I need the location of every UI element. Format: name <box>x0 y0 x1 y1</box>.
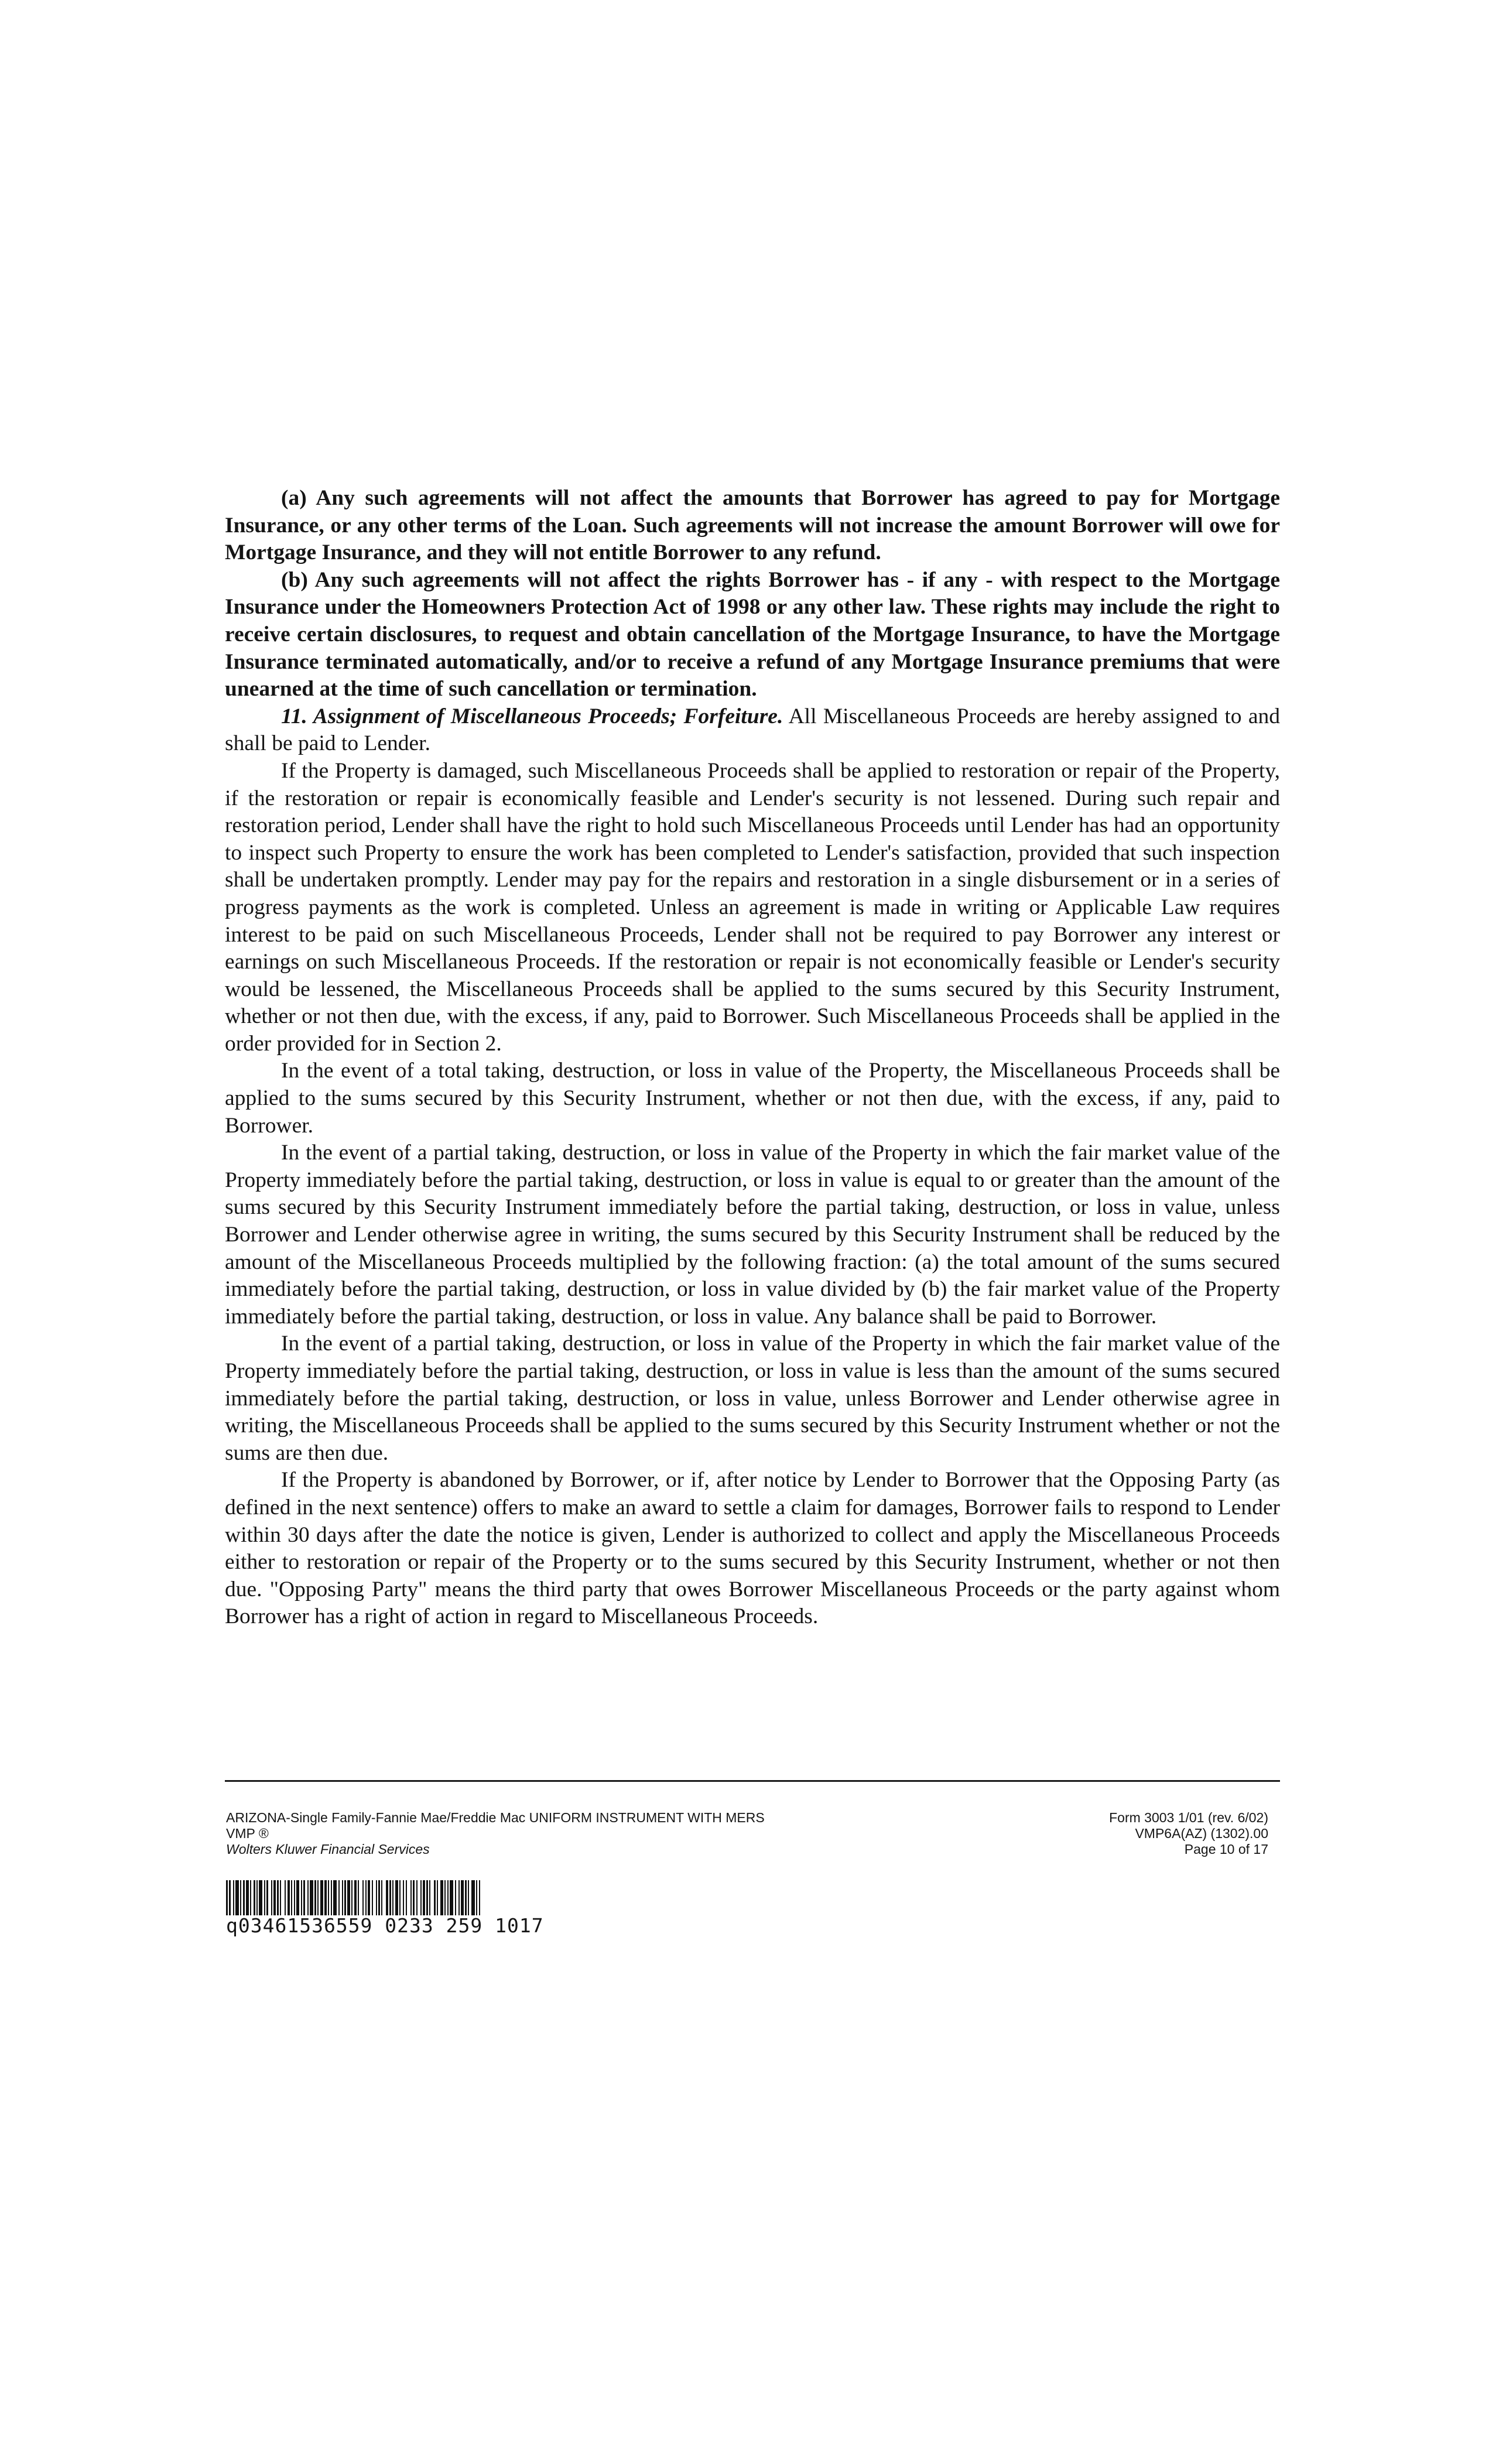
barcode-bar <box>333 1880 337 1915</box>
barcode-bar <box>266 1880 268 1915</box>
barcode-bar <box>410 1880 412 1915</box>
barcode-bar <box>403 1880 404 1915</box>
vmp-mark: VMP ® <box>226 1826 269 1841</box>
footer-right <box>1042 1810 1268 1857</box>
paragraph-section-11 <box>225 703 1280 758</box>
footer-left <box>226 1810 765 1857</box>
barcode-bar <box>406 1880 407 1915</box>
barcode-bar <box>471 1880 475 1915</box>
barcode-bar <box>365 1880 367 1915</box>
barcode-bar <box>376 1880 377 1915</box>
section-11-text: All Miscellaneous Proceeds are hereby assigned to and shall be paid to Lender. <box>225 704 1281 756</box>
barcode-bar <box>450 1880 453 1915</box>
form-number: Form 3003 1/01 (rev. 6/02) <box>1109 1810 1268 1825</box>
barcode-bar <box>351 1880 352 1915</box>
barcode-bar <box>285 1880 286 1915</box>
barcode-bar <box>368 1880 370 1915</box>
barcode-bar <box>277 1880 279 1915</box>
barcode-bar <box>423 1880 425 1915</box>
form-title: ARIZONA-Single Family-Fannie Mae/Freddie Mac UNIFORM INSTRUMENT WITH MERS <box>226 1810 765 1825</box>
barcode-bar <box>338 1880 340 1915</box>
barcode-bar <box>328 1880 329 1915</box>
barcode-bar <box>479 1880 480 1915</box>
barcode-bar <box>372 1880 373 1915</box>
barcode-bar <box>455 1880 456 1915</box>
paragraph-partial-taking-less: In the event of a partial taking, destruction, or loss in value of the Property in which the fair market value of the Property immediately before the partial taking, destruction, or loss in value is less than the amount of the sums secured immediately before the partial taking, destruction, or loss in value, unless Borrower and Lender otherwise agree in writing, the Miscellaneous Proceeds shall be applied to the sums secured by this Security Instrument whether or not the sums are then due. <box>225 1332 1280 1465</box>
barcode-bar <box>243 1880 245 1915</box>
barcode-bar <box>240 1880 241 1915</box>
barcode-bar <box>465 1880 467 1915</box>
barcode-bar <box>416 1880 417 1915</box>
barcode-bar <box>358 1880 359 1915</box>
barcode-bar <box>386 1880 388 1915</box>
barcode-bar <box>324 1880 327 1915</box>
barcode-bar <box>381 1880 382 1915</box>
section-11-heading: 11. Assignment of Miscellaneous Proceeds; Forfeiture. <box>281 704 783 728</box>
barcode-bar <box>256 1880 258 1915</box>
barcode-bar <box>291 1880 292 1915</box>
barcode-bar <box>440 1880 443 1915</box>
barcode-bar <box>288 1880 290 1915</box>
barcode-bar <box>229 1880 231 1915</box>
barcode-bar <box>378 1880 380 1915</box>
barcode-bar <box>271 1880 272 1915</box>
barcode-bar <box>310 1880 313 1915</box>
barcode-bar <box>420 1880 422 1915</box>
barcode-bar <box>437 1880 438 1915</box>
publisher-name: Wolters Kluwer Financial Services <box>226 1842 430 1857</box>
barcode-bar <box>362 1880 364 1915</box>
barcode-bar <box>314 1880 316 1915</box>
barcode-bar <box>233 1880 234 1915</box>
paragraph-partial-taking-greater: In the event of a partial taking, destruction, or loss in value of the Property in which the fair market value of the Property immediately before the partial taking, destruction, or loss in value is equal to or greater than the amount of the sums secured by this Security Instrument immediately before the partial taking, destruction, or loss in value, unless Borrower and Lender otherwise agree in writing, the sums secured by this Security Instrument shall be reduced by the amount of the Miscellaneous Proceeds multiplied by the following fraction: (a) the total amount of the sums secured immediately before the partial taking, destruction, or loss in value divided by (b) the fair market value of the Property immediately before the partial taking, destruction, or loss in value. Any balance shall be paid to Borrower. <box>225 1141 1280 1329</box>
barcode-bar <box>476 1880 477 1915</box>
barcode-bar <box>458 1880 460 1915</box>
barcode-bar <box>259 1880 262 1915</box>
barcode-bar <box>317 1880 319 1915</box>
barcode-bar <box>294 1880 295 1915</box>
barcode-bar <box>434 1880 436 1915</box>
barcode-bar <box>389 1880 391 1915</box>
barcode-bar <box>226 1880 228 1915</box>
barcode-bar <box>413 1880 415 1915</box>
barcode-bar <box>280 1880 281 1915</box>
barcode-bar <box>447 1880 449 1915</box>
barcode-bar <box>331 1880 332 1915</box>
barcode-bar <box>429 1880 430 1915</box>
barcode-bar <box>395 1880 398 1915</box>
barcode-bar <box>461 1880 464 1915</box>
paragraph-property-damaged: If the Property is damaged, such Miscellaneous Proceeds shall be applied to restoration or repair of the Property, if the restoration or repair is economically feasible and Lender's security is not lessened. During such repair and restoration period, Lender shall have the right to hold such Miscellaneous Proceeds until Lender has had an opportunity to inspect such Property to ensure the work has been completed to Lender's satisfaction, provided that such inspection shall be undertaken promptly. Lender may pay for the repairs and restoration in a single disbursement or in a series of progress payments as the work is completed. Unless an agreement is made in writing or Applicable Law requires interest to be paid on such Miscellaneous Proceeds, Lender shall not be required to pay Borrower any interest or earnings on such Miscellaneous Proceeds. If the restoration or repair is not economically feasible or Lender's security would be lessened, the Miscellaneous Proceeds shall be applied to the sums secured by this Security Instrument, whether or not then due, with the excess, if any, paid to Borrower. Such Miscellaneous Proceeds shall be applied in the order provided for in Section 2. <box>225 758 1280 1056</box>
barcode-bar <box>250 1880 251 1915</box>
form-code: VMP6A(AZ) (1302).00 <box>1135 1826 1268 1841</box>
barcode-bar <box>296 1880 299 1915</box>
barcode-bar <box>301 1880 302 1915</box>
barcode-bar <box>303 1880 305 1915</box>
barcode-bar <box>399 1880 401 1915</box>
barcode-bar <box>307 1880 309 1915</box>
barcode-bar <box>264 1880 265 1915</box>
barcode-bar <box>392 1880 393 1915</box>
barcode-bar <box>344 1880 346 1915</box>
barcode-bar <box>347 1880 350 1915</box>
barcode <box>226 1880 632 1915</box>
barcode-bar <box>426 1880 428 1915</box>
barcode-bar <box>254 1880 255 1915</box>
barcode-bar <box>246 1880 249 1915</box>
paragraph-mortgage-insurance-a: (a) Any such agreements will not affect the amounts that Borrower has agreed to pay for Mortgage Insurance, or any other terms of the Loan. Such agreements will not increase the amount Borrower will owe for Mortgage Insurance, and they will not entitle Borrower to any refund. <box>225 486 1280 565</box>
barcode-bar <box>354 1880 357 1915</box>
barcode-bar <box>273 1880 276 1915</box>
document-body <box>225 485 1280 1631</box>
page-number: Page 10 of 17 <box>1184 1842 1268 1857</box>
barcode-bar <box>342 1880 343 1915</box>
paragraph-total-taking: In the event of a total taking, destruction, or loss in value of the Property, the Miscellaneous Proceeds shall be applied to the sums secured by this Security Instrument, whether or not then due, with the excess, if any, paid to Borrower. <box>225 1059 1280 1138</box>
paragraph-mortgage-insurance-b: (b) Any such agreements will not affect the rights Borrower has - if any - with respect to the Mortgage Insurance under the Homeowners Protection Act of 1998 or any other law. These rights may include the right to receive certain disclosures, to request and obtain cancellation of the Mortgage Insurance, to have the Mortgage Insurance terminated automatically, and/or to receive a refund of any Mortgage Insurance premiums that were unearned at the time of such cancellation or termination. <box>225 567 1280 701</box>
footer-divider <box>225 1780 1280 1782</box>
paragraph-property-abandoned: If the Property is abandoned by Borrower, or if, after notice by Lender to Borrower that the Opposing Party (as defined in the next sentence) offers to make an award to settle a claim for damages, Borrower fails to respond to Lender within 30 days after the date the notice is given, Lender is authorized to collect and apply the Miscellaneous Proceeds either to restoration or repair of the Property or to the sums secured by this Security Instrument, whether or not then due. "Opposing Party" means the third party that owes Borrower Miscellaneous Proceeds or the party against whom Borrower has a right of action in regard to Miscellaneous Proceeds. <box>225 1468 1280 1629</box>
barcode-bar <box>320 1880 323 1915</box>
barcode-number: q03461536559 0233 259 1017 <box>226 1914 544 1937</box>
barcode-bar <box>468 1880 469 1915</box>
barcode-bar <box>235 1880 239 1915</box>
barcode-bar <box>444 1880 446 1915</box>
